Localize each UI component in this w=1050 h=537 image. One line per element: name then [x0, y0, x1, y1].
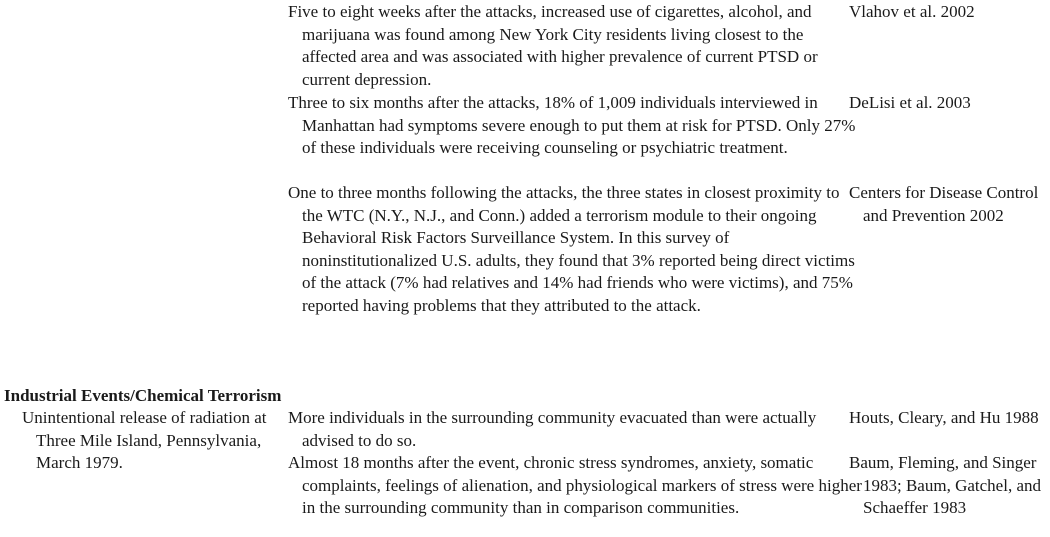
- finding-chronic-stress: Almost 18 months after the event, chronic stress syndromes, anxiety, somatic complaints, feelings of alienation, and physiological markers of stress were higher in the surrounding community than in comparison communities.: [288, 453, 862, 518]
- source-cdc: Centers for Disease Control and Prevention 2002: [849, 183, 1039, 225]
- source-baum: Baum, Fleming, and Singer 1983; Baum, Gatchel, and Schaeffer 1983: [849, 453, 1041, 518]
- source-houts: Houts, Cleary, and Hu 1988: [849, 408, 1039, 427]
- section-heading: Industrial Events/Chemical Terrorism: [4, 386, 282, 405]
- finding-delisi: Three to six months after the attacks, 18% of 1,009 individuals interviewed in Manhattan had symptoms severe enough to put them at risk for PTSD. Only 27% of these individuals were receiving counseling or psychiatric treatment.: [288, 93, 856, 158]
- finding-vlahov: Five to eight weeks after the attacks, increased use of cigarettes, alcohol, and marijuana was found among New York City residents living closest to the affected area and was associated with higher prevalence of current PTSD or current depression.: [288, 2, 818, 89]
- source-delisi: DeLisi et al. 2003: [849, 93, 971, 112]
- source-vlahov: Vlahov et al. 2002: [849, 2, 975, 21]
- finding-evacuation: More individuals in the surrounding community evacuated than were actually advised to do so.: [288, 408, 817, 450]
- finding-cdc: One to three months following the attacks, the three states in closest proximity to the WTC (N.Y., N.J., and Conn.) added a terrorism module to their ongoing Behavioral Risk Factors Surveillance System. In this survey of noninstitutionalized U.S. adults, they found that 3% reported being direct victims of the attack (7% had relatives and 14% had friends who were victims), and 75% reported having problems that they attributed to the attack.: [288, 183, 855, 315]
- event-three-mile-island: Unintentional release of radiation at Three Mile Island, Pennsylvania, March 1979.: [22, 408, 267, 473]
